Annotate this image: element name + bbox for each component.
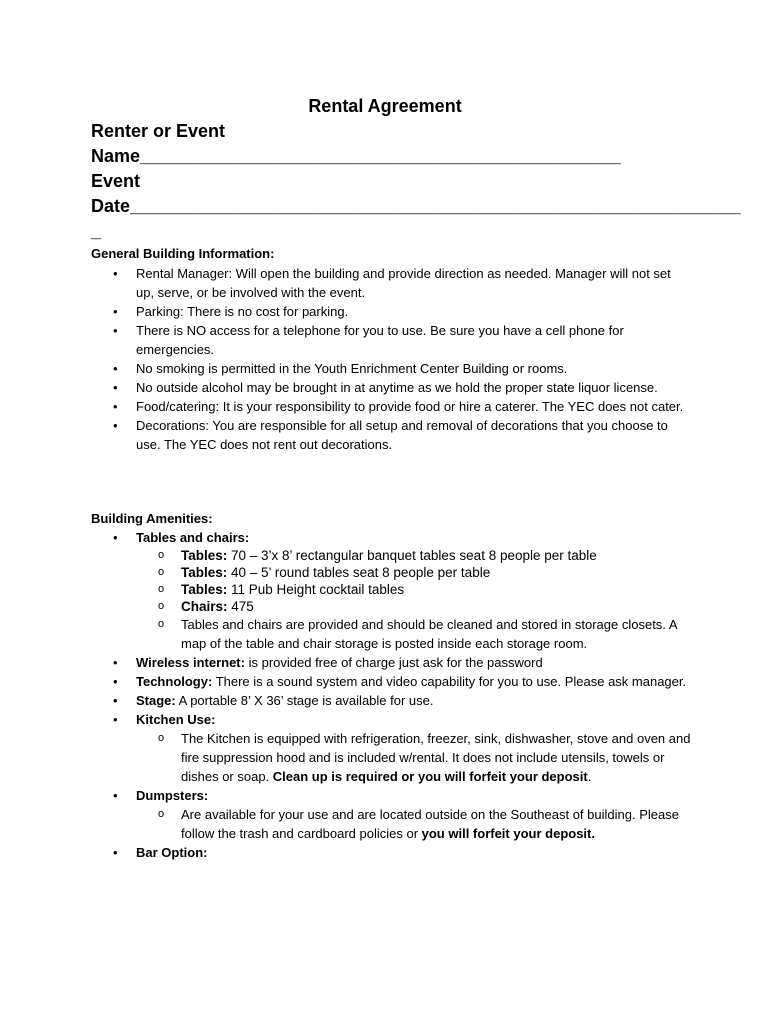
tables-chairs-sublist <box>136 547 691 653</box>
list-item-bar <box>91 843 691 862</box>
list-item-dumpsters <box>91 786 691 843</box>
sub-item <box>136 547 691 564</box>
general-info-list <box>91 264 691 454</box>
sub-item-label: Tables: <box>181 548 228 563</box>
dumpsters-sublist <box>136 805 691 843</box>
name-label: Name <box>91 146 141 166</box>
date-label: Date <box>91 196 131 216</box>
technology-text: There is a sound system and video capability for you to use. Please ask manager. <box>212 674 687 689</box>
wireless-text: is provided free of charge just ask for the password <box>244 655 543 670</box>
wireless-label: Wireless internet: <box>136 655 245 670</box>
kitchen-warning: Clean up is required or you will forfeit your deposit <box>272 769 588 784</box>
kitchen-end: . <box>587 769 592 784</box>
dumpsters-warning: you will forfeit your deposit. <box>421 826 595 841</box>
list-item-kitchen <box>91 710 691 786</box>
sub-item-label: Tables: <box>181 582 228 597</box>
list-item-technology <box>91 672 691 691</box>
sub-item <box>136 564 691 581</box>
renter-label: Renter or Event <box>91 121 226 141</box>
sub-item-label: Chairs: <box>181 599 228 614</box>
list-item-stage <box>91 691 691 710</box>
sub-item-text: 11 Pub Height cocktail tables <box>227 582 405 597</box>
technology-label: Technology: <box>136 674 213 689</box>
list-item: • Rental Manager: Will open the building and provide direction as needed. Manager will not set up, serve, or be involved with the event. <box>91 264 691 302</box>
list-item: • Parking: There is no cost for parking. <box>91 302 691 321</box>
date-underline-wrap: _ <box>91 221 102 241</box>
stage-text: A portable 8’ X 36’ stage is available for use. <box>175 693 434 708</box>
sub-item-text: 475 <box>227 599 254 614</box>
dumpsters-text: Are available for your use and are located outside on the Southeast of building. Please follow the trash and cardboard policies or <box>181 807 679 841</box>
sub-item-text: 40 – 5’ round tables seat 8 people per table <box>227 565 491 580</box>
list-item: • There is NO access for a telephone for you to use. Be sure you have a cell phone for emergencies. <box>91 321 691 359</box>
kitchen-text: The Kitchen is equipped with refrigeration, freezer, sink, dishwasher, stove and oven and fire suppression hood and is included w/rental. It does not include utensils, towels or dishes or soap. <box>181 731 691 784</box>
amenities-list <box>91 528 691 862</box>
list-item-tables-chairs <box>91 528 691 653</box>
amenities-title: Building Amenities: <box>91 511 213 526</box>
event-label: Event <box>91 171 141 191</box>
kitchen-label: Kitchen Use: <box>136 712 216 727</box>
name-field <box>91 144 621 169</box>
sub-item <box>136 805 691 843</box>
sub-item-text: 70 – 3’x 8’ rectangular banquet tables seat 8 people per table <box>227 548 597 563</box>
list-item: • Food/catering: It is your responsibility to provide food or hire a caterer. The YEC does not cater. <box>91 397 691 416</box>
list-item: • No smoking is permitted in the Youth Enrichment Center Building or rooms. <box>91 359 691 378</box>
page-title: Rental Agreement <box>308 96 462 116</box>
list-item-wireless <box>91 653 691 672</box>
sub-item <box>136 729 691 786</box>
list-item: • No outside alcohol may be brought in at anytime as we hold the proper state liquor license. <box>91 378 691 397</box>
sub-item-label: Tables: <box>181 565 228 580</box>
sub-item <box>136 581 691 598</box>
bar-label: Bar Option: <box>136 845 208 860</box>
tables-chairs-label: Tables and chairs: <box>136 530 250 545</box>
sub-item: o Tables and chairs are provided and should be cleaned and stored in storage closets. A map of the table and chair storage is posted inside each storage room. <box>136 615 691 653</box>
stage-label: Stage: <box>136 693 176 708</box>
name-underline: ________________________________________________ <box>140 146 621 166</box>
date-underline: _____________________________________________________________ <box>130 196 741 216</box>
dumpsters-label: Dumpsters: <box>136 788 209 803</box>
general-info-title: General Building Information: <box>91 246 275 261</box>
sub-item <box>136 598 691 615</box>
kitchen-sublist <box>136 729 691 786</box>
list-item: • Decorations: You are responsible for all setup and removal of decorations that you choose to use. The YEC does not rent out decorations. <box>91 416 691 454</box>
date-field <box>91 194 741 219</box>
